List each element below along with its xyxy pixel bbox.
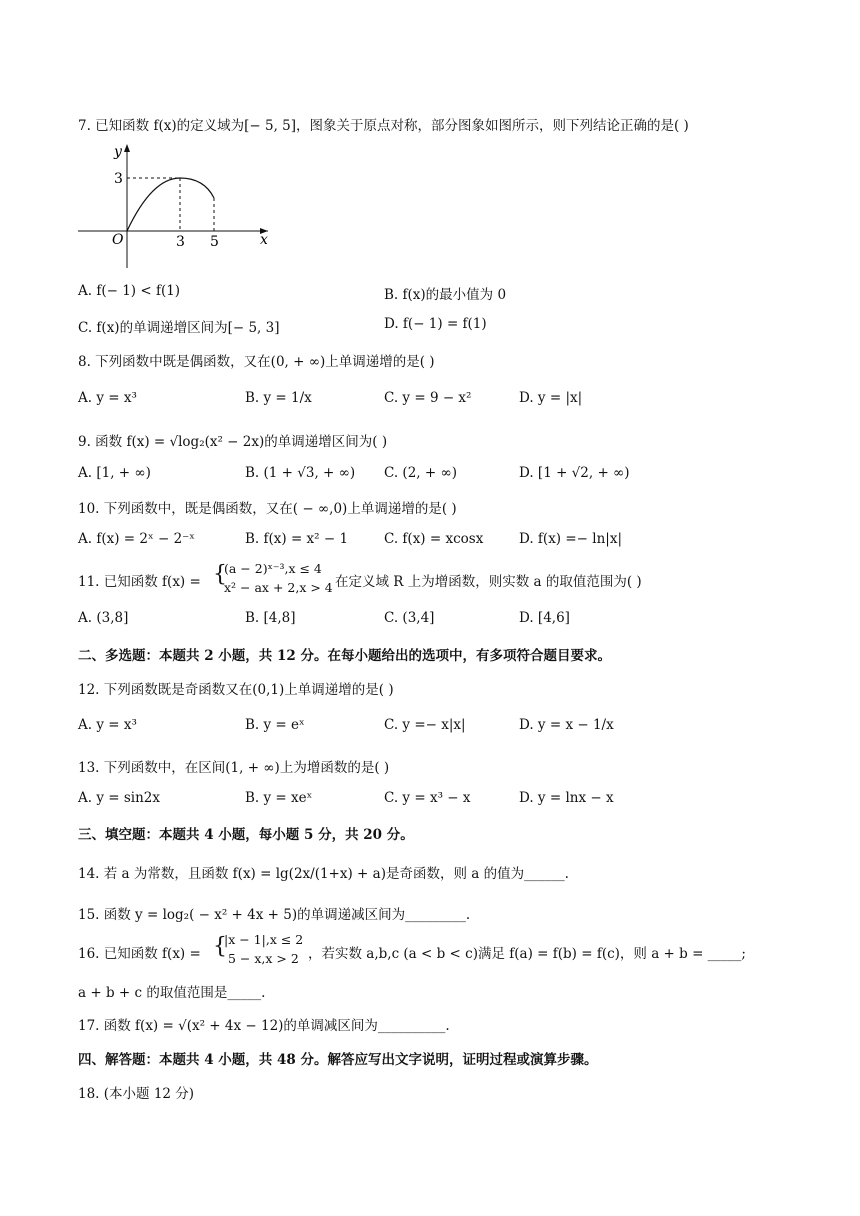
q8-option-b: B. y = 1/x [245,390,312,406]
q16-piece-2: 5 − x,x > 2 [228,951,299,966]
section-4-heading: 四、解答题：本题共 4 小题，共 48 分。解答应写出文字说明，证明过程或演算步骤。 [78,1052,598,1068]
q15-stem: 15. 函数 y = log₂( − x² + 4x + 5)的单调递减区间为_________. [78,907,471,923]
q12-stem: 12. 下列函数既是奇函数又在(0,1)上单调递增的是( ) [78,682,394,698]
q11-option-c: C. (3,4] [384,610,435,626]
y-mark-label: 3 [114,171,123,187]
q9-option-a: A. [1, + ∞) [78,465,151,481]
q7-option-c: C. f(x)的单调递增区间为[− 5, 3] [78,320,280,336]
q13-option-b: B. y = xeˣ [245,790,313,806]
q13-option-a: A. y = sin2x [78,790,160,806]
q14-stem: 14. 若 a 为常数，且函数 f(x) = lg(2x/(1+x) + a)是奇函数，则 a 的值为______. [78,866,569,882]
q8-option-c: C. y = 9 − x² [384,390,472,406]
q8-option-a: A. y = x³ [78,390,137,406]
q9-option-d: D. [1 + √2, + ∞) [519,465,630,481]
q7-option-b: B. f(x)的最小值为 0 [384,287,507,303]
x-axis-label: x [260,232,268,248]
q9-option-c: C. (2, + ∞) [384,465,457,481]
q7-stem: 7. 已知函数 f(x)的定义域为[− 5, 5]，图象关于原点对称，部分图象如图所示，则下列结论正确的是( ) [78,118,689,134]
q8-option-d: D. y = |x| [519,390,583,406]
q13-option-d: D. y = lnx − x [519,790,614,806]
q10-option-d: D. f(x) =− ln|x| [519,531,622,547]
q16-line-2: a + b + c 的取值范围是_____. [78,985,266,1001]
q9-stem: 9. 函数 f(x) = √log₂(x² − 2x)的单调递增区间为( ) [78,434,388,450]
q16-stem-prefix: 16. 已知函数 f(x) = [78,946,201,962]
q11-option-d: D. [4,6] [519,610,570,626]
x-mark-2-label: 5 [210,234,219,250]
q16-brace: { [213,934,227,959]
q12-option-c: C. y =− x|x| [384,717,466,733]
q11-piece-2: x² − ax + 2,x > 4 [224,580,333,595]
q12-option-b: B. y = eˣ [245,717,305,733]
q10-option-a: A. f(x) = 2ˣ − 2⁻ˣ [78,531,196,547]
q11-option-b: B. [4,8] [245,610,296,626]
q16-stem-suffix: ，若实数 a,b,c (a < b < c)满足 f(a) = f(b) = f(c)，则 a + b = _____; [308,946,746,962]
q8-stem: 8. 下列函数中既是偶函数，又在(0, + ∞)上单调递增的是( ) [78,354,435,370]
q10-option-b: B. f(x) = x² − 1 [245,531,349,547]
q10-option-c: C. f(x) = xcosx [384,531,484,547]
x-mark-1-label: 3 [176,234,185,250]
q7-option-d: D. f(− 1) = f(1) [384,316,487,332]
origin-label: O [112,232,124,248]
y-axis-label: y [114,144,122,160]
section-2-heading: 二、多选题：本题共 2 小题，共 12 分。在每小题给出的选项中，有多项符合题目要求。 [78,648,611,664]
q11-stem-suffix: 在定义域 R 上为增函数，则实数 a 的取值范围为( ) [335,574,642,590]
q11-piece-1: (a − 2)ˣ⁻³,x ≤ 4 [224,561,322,576]
q11-brace: { [213,562,227,587]
section-3-heading: 三、填空题：本题共 4 小题，每小题 5 分，共 20 分。 [78,827,414,843]
q7-figure [72,140,272,272]
q13-option-c: C. y = x³ − x [384,790,471,806]
q11-option-a: A. (3,8] [78,610,129,626]
q11-stem-prefix: 11. 已知函数 f(x) = [78,574,201,590]
q7-option-a: A. f(− 1) < f(1) [78,283,181,299]
q10-stem: 10. 下列函数中，既是偶函数，又在( − ∞,0)上单调递增的是( ) [78,501,457,517]
q17-stem: 17. 函数 f(x) = √(x² + 4x − 12)的单调减区间为__________. [78,1018,450,1034]
q18-stem: 18. (本小题 12 分) [78,1086,195,1102]
q12-option-d: D. y = x − 1/x [519,717,614,733]
q16-piece-1: |x − 1|,x ≤ 2 [224,932,304,947]
q12-option-a: A. y = x³ [78,717,137,733]
q13-stem: 13. 下列函数中，在区间(1, + ∞)上为增函数的是( ) [78,760,390,776]
q9-option-b: B. (1 + √3, + ∞) [245,465,356,481]
